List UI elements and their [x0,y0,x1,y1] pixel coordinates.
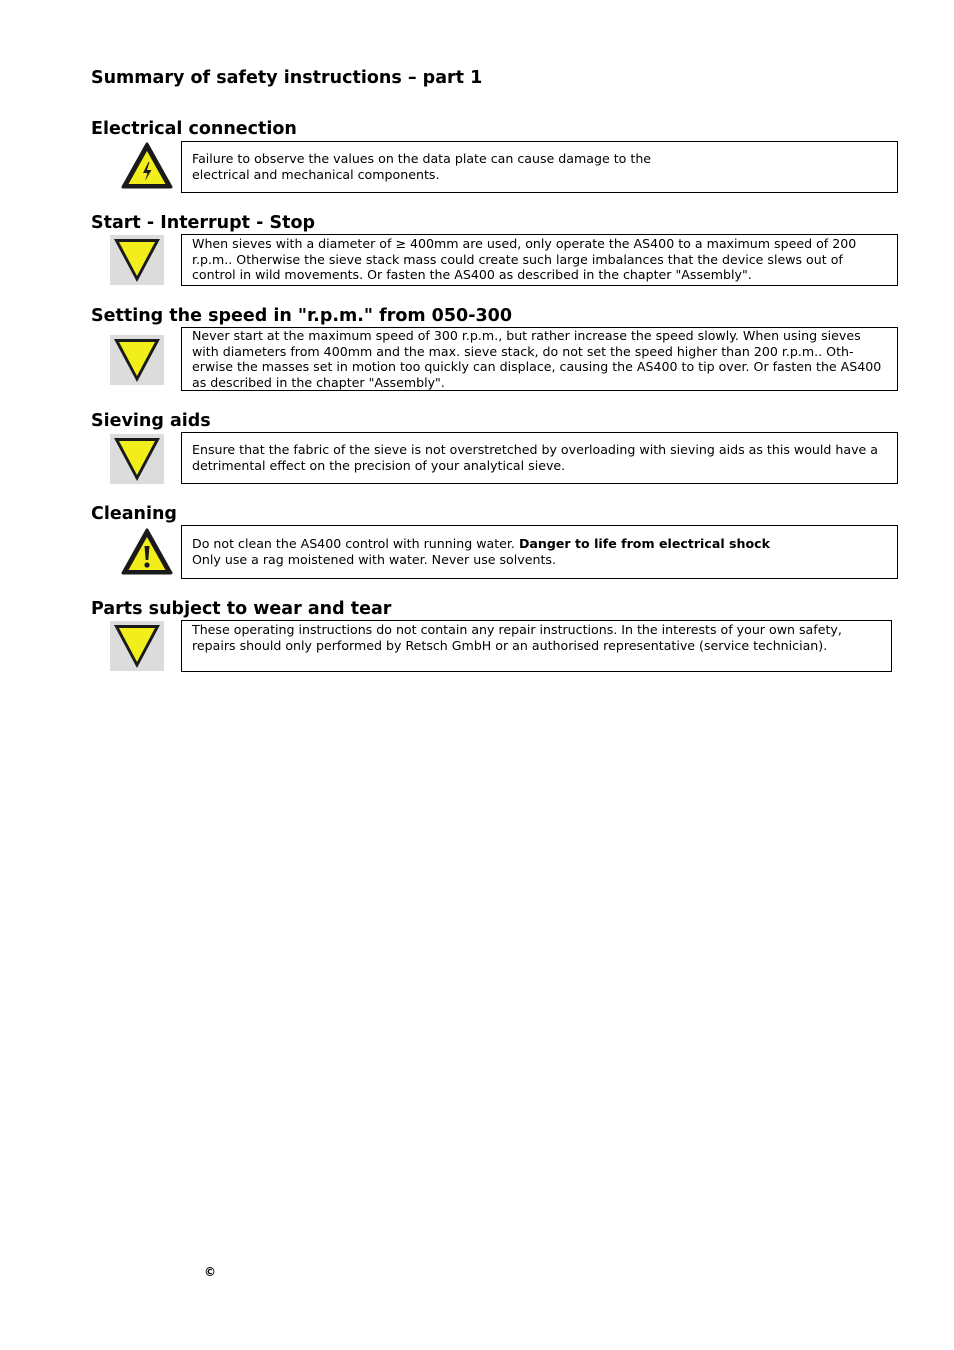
instruction-line: Failure to observe the values on the data plate can cause damage to the [192,151,652,166]
instruction-box [181,620,892,672]
instruction-line: electrical and mechanical components. [192,166,440,182]
section-heading: Sieving aids [91,411,211,431]
instruction-text: Never start at the maximum speed of 300 r.p.m., but rather increase the speed slowly. When using sieves with diameters from 400mm and the max. sieve stack, do not set the speed higher than 200 r.p.m.. Oth-erwise the masses set in motion too quickly can displace, causing the AS400 to tip over. Or fasten the AS400 as described in the chapter "Assembly". [192,328,882,390]
instruction-text: Ensure that the fabric of the sieve is not overstretched by overloading with sieving aids as this would have a detrimental effect on the precision of your analytical sieve. [192,442,879,473]
section-heading: Setting the speed in "r.p.m." from 050-300 [91,306,512,326]
electrical-hazard-icon [120,141,174,191]
danger-warning-text: Danger to life from electrical shock [518,536,770,551]
instruction-box [181,525,898,579]
instruction-box [181,432,898,484]
instruction-line [192,536,887,552]
section-heading: Parts subject to wear and tear [91,599,392,619]
instruction-text: When sieves with a diameter of ≥ 400mm are used, only operate the AS400 to a maximum speed of 200 r.p.m.. Otherwise the sieve stack mass could create such large imbalances that the device slews out of control in wild movements. Or fasten the AS400 as described in the chapter "Assembly". [192,236,857,282]
instruction-box [181,141,898,193]
instruction-line: Only use a rag moistened with water. Never use solvents. [192,551,556,567]
warning-exclamation-icon [120,527,174,577]
caution-triangle-icon [110,621,164,671]
instruction-text-plain: Do not clean the AS400 control with running water. [192,536,519,551]
section-heading: Cleaning [91,504,177,524]
page-title: Summary of safety instructions – part 1 [91,68,483,88]
copyright-symbol: © [204,1265,216,1279]
instruction-text: These operating instructions do not contain any repair instructions. In the interests of your own safety, repairs should only performed by Retsch GmbH or an authorised representative (service technician). [192,622,842,653]
caution-triangle-icon [110,235,164,285]
instruction-box [181,327,898,391]
caution-triangle-icon [110,434,164,484]
section-heading: Electrical connection [91,119,297,139]
section-heading: Start - Interrupt - Stop [91,213,316,233]
instruction-box [181,234,898,286]
caution-triangle-icon [110,335,164,385]
